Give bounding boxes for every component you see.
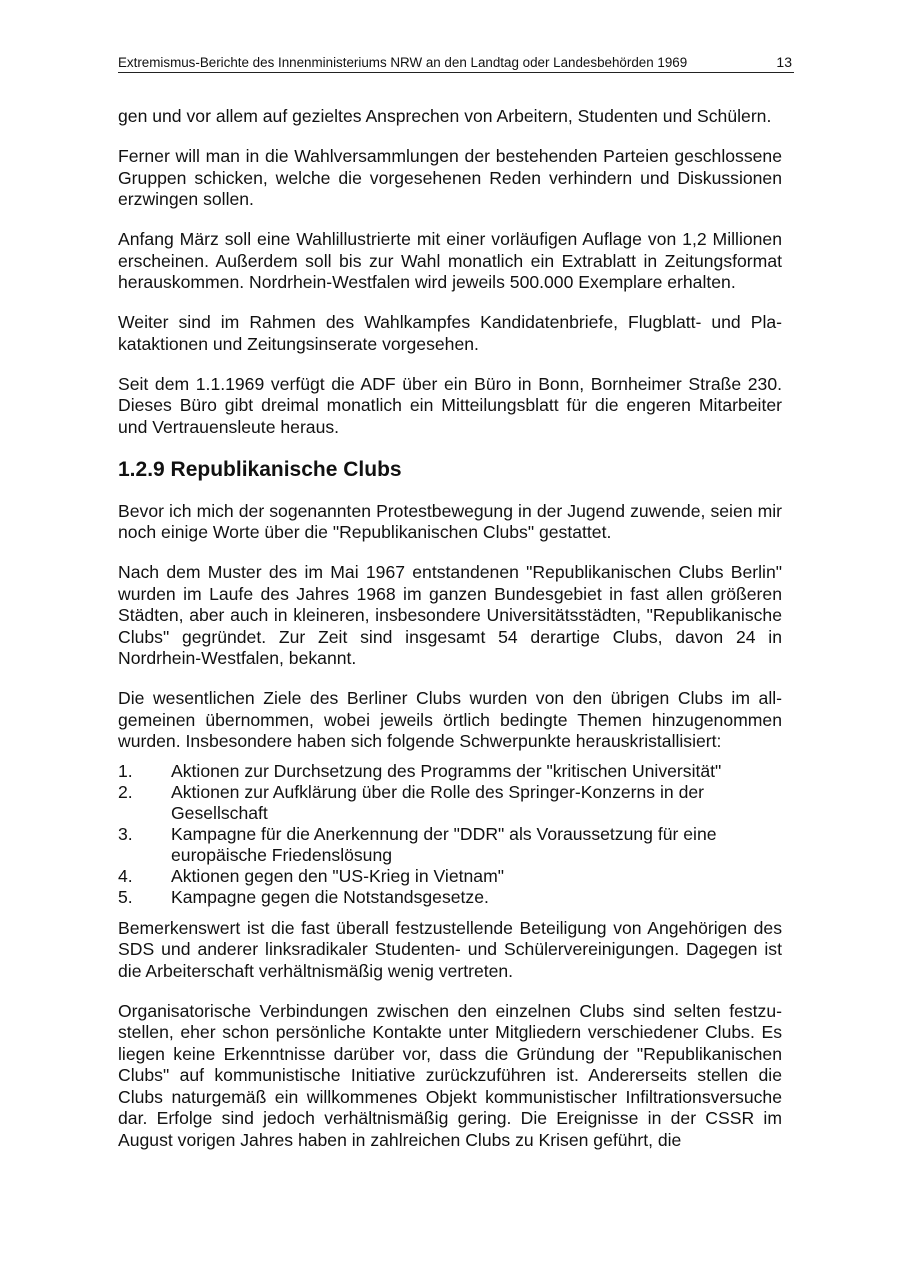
list-item-text: Kampagne gegen die Notstandsgesetze.	[171, 886, 489, 907]
page-number: 13	[776, 54, 792, 70]
body-text	[118, 106, 782, 1170]
paragraph: Bemerkenswert ist die fast überall festzustellende Beteiligung von Angehörigen des SDS und anderer linksradikaler Studenten- und Schülervereinigungen. Dagegen ist die Arbeiterschaft verhältnismäßig wenig vertreten.	[118, 917, 782, 981]
paragraph: Nach dem Muster des im Mai 1967 entstandenen "Republikanischen Clubs Berlin" wurden im Laufe des Jahres 1968 im ganzen Bundesgebiet in fast allen größeren Städten, aber auch in kleineren, insbesondere Universitätsstädten, "Republikanische Clubs" gegründet. Zur Zeit sind insgesamt 54 derartige Clubs, davon 24 in Nordrhein-Westfalen, bekannt.	[118, 562, 782, 668]
list-item	[118, 866, 782, 887]
list-item-text: Aktionen zur Aufklärung über die Rolle des Springer-Konzerns in der Gesellschaft	[171, 781, 705, 823]
list-item	[118, 887, 782, 908]
paragraph: Weiter sind im Rahmen des Wahlkampfes Kandidatenbriefe, Flugblatt- und Plakataktionen und Zeitungsinserate vorgesehen.	[118, 312, 782, 354]
paragraph: gen und vor allem auf gezieltes Ansprechen von Arbeitern, Studenten und Schülern.	[118, 106, 772, 126]
paragraph: Anfang März soll eine Wahlillustrierte mit einer vorläufigen Auflage von 1,2 Millionen erscheinen. Außerdem soll bis zur Wahl monatlich ein Extrablatt in Zeitungsformat herauskommen. Nordrhein-Westfalen wird jeweils 500.000 Exemplare erhalten.	[118, 229, 782, 292]
list-item	[118, 761, 782, 782]
section-heading: 1.2.9 Republikanische Clubs	[118, 457, 402, 481]
list-item-number: 3.	[118, 823, 133, 844]
paragraph: Die wesentlichen Ziele des Berliner Clubs wurden von den übrigen Clubs im allgemeinen übernommen, wobei jeweils örtlich bedingte Themen hinzugenommen wurden. Insbesondere haben sich folgende Schwerpunkte herauskristallisiert:	[118, 688, 782, 751]
list-item-text: Kampagne für die Anerkennung der "DDR" als Voraussetzung für eine europäische Friedenslösung	[171, 823, 717, 865]
list-item-text: Aktionen zur Durchsetzung des Programms der "kritischen Universität"	[171, 760, 722, 781]
list-item	[118, 782, 782, 824]
list-item-number: 5.	[118, 886, 133, 907]
list-item	[118, 824, 782, 866]
paragraph: Seit dem 1.1.1969 verfügt die ADF über ein Büro in Bonn, Bornheimer Straße 230. Dieses Büro gibt dreimal monatlich ein Mitteilungsblatt für die engeren Mitarbeiter und Vertrauensleute heraus.	[118, 373, 782, 437]
running-header	[118, 54, 794, 73]
paragraph: Ferner will man in die Wahlversammlungen der bestehenden Parteien geschlossene Gruppen schicken, welche die vorgesehenen Reden verhindern und Diskussionen erzwingen sollen.	[118, 146, 782, 209]
list-item-number: 4.	[118, 865, 133, 886]
list-item-number: 1.	[118, 760, 133, 781]
list-item-text: Aktionen gegen den "US-Krieg in Vietnam"	[171, 865, 504, 886]
list-item-number: 2.	[118, 781, 133, 802]
numbered-list	[118, 761, 782, 908]
paragraph: Organisatorische Verbindungen zwischen den einzelnen Clubs sind selten festzustellen, eher schon persönliche Kontakte unter Mitgliedern verschiedener Clubs. Es liegen keine Erkenntnisse darüber vor, dass die Gründung der "Republikanischen Clubs" auf kommunistische Initiative zurückzuführen ist. Andererseits stellen die Clubs naturgemäß ein willkommenes Objekt kommunistischer Infiltrationsversuche dar. Erfolge sind jedoch verhältnismäßig gering. Die Ereignisse in der CSSR im August vorigen Jahres haben in zahlreichen Clubs zu Krisen geführt, die	[118, 1000, 782, 1150]
header-title: Extremismus-Berichte des Innenministeriums NRW an den Landtag oder Landesbehörden 1969	[118, 55, 688, 70]
paragraph: Bevor ich mich der sogenannten Protestbewegung in der Jugend zuwende, seien mir noch einige Worte über die "Republikanischen Clubs" gestattet.	[118, 500, 782, 542]
